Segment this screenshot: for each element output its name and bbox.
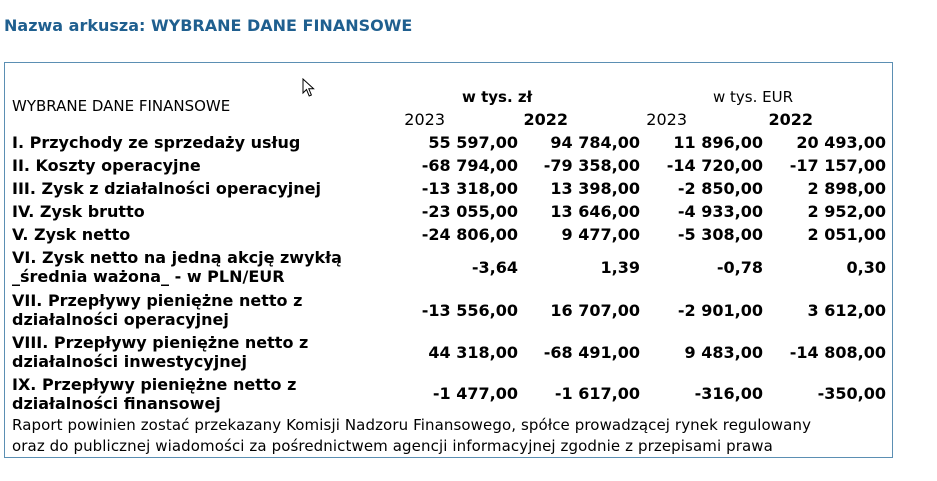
value-eur-2023: -14 720,00 [666,156,763,175]
row-label-line: _średnia ważona_ - w PLN/EUR [12,267,285,286]
value-eur-2022: 20 493,00 [796,133,886,152]
row-label [12,333,308,371]
value-pln-2022: 94 784,00 [550,133,640,152]
value-pln-2023: -23 055,00 [421,202,518,221]
mouse-pointer-icon [302,78,316,98]
sheet-title: Nazwa arkusza: WYBRANE DANE FINANSOWE [4,16,413,35]
value-eur-2022: 3 612,00 [807,301,886,320]
value-pln-2023: -13 318,00 [421,179,518,198]
value-eur-2022: 2 898,00 [807,179,886,198]
row-label [12,375,296,413]
value-pln-2022: 1,39 [600,258,640,277]
row-label-line: VIII. Przepływy pieniężne netto z [12,333,309,352]
row-label [12,248,342,286]
value-pln-2022: -68 491,00 [543,343,640,362]
value-eur-2023: -2 901,00 [677,301,763,320]
report-footnote [12,415,892,457]
value-pln-2023: -68 794,00 [421,156,518,175]
value-eur-2023: -0,78 [716,258,763,277]
year-header-pln-2022: 2022 [523,110,568,129]
unit-pln-header: w tys. zł [462,88,533,106]
value-pln-2023: -24 806,00 [421,225,518,244]
value-pln-2023: 44 318,00 [428,343,518,362]
row-label: I. Przychody ze sprzedaży usług [12,133,301,152]
row-label: III. Zysk z działalności operacyjnej [12,179,321,198]
value-pln-2022: 9 477,00 [561,225,640,244]
value-pln-2023: -1 477,00 [432,384,518,403]
value-pln-2022: 13 646,00 [550,202,640,221]
value-eur-2022: -17 157,00 [789,156,886,175]
row-label-line: działalności finansowej [12,394,221,413]
value-eur-2023: -2 850,00 [677,179,763,198]
value-pln-2023: 55 597,00 [428,133,518,152]
value-eur-2022: 2 051,00 [807,225,886,244]
value-eur-2023: -5 308,00 [677,225,763,244]
row-label: IV. Zysk brutto [12,202,145,221]
value-eur-2022: -14 808,00 [789,343,886,362]
year-header-eur-2023: 2023 [646,110,687,129]
table-header-label: WYBRANE DANE FINANSOWE [12,97,231,115]
row-label-line: działalności inwestycyjnej [12,352,247,371]
row-label-line: IX. Przepływy pieniężne netto z [12,375,297,394]
value-pln-2022: 13 398,00 [550,179,640,198]
unit-eur-header: w tys. EUR [713,88,794,106]
value-pln-2022: -1 617,00 [554,384,640,403]
footnote-line: Raport powinien zostać przekazany Komisji Nadzoru Finansowego, spółce prowadzącej rynek regulowany [12,416,812,434]
value-eur-2022: 2 952,00 [807,202,886,221]
year-header-eur-2022: 2022 [768,110,813,129]
value-pln-2023: -13 556,00 [421,301,518,320]
value-eur-2022: 0,30 [846,258,886,277]
value-pln-2023: -3,64 [471,258,518,277]
row-label-line: VII. Przepływy pieniężne netto z [12,291,303,310]
row-label: V. Zysk netto [12,225,131,244]
value-eur-2022: -350,00 [817,384,886,403]
value-eur-2023: 9 483,00 [684,343,763,362]
value-pln-2022: -79 358,00 [543,156,640,175]
footnote-line: oraz do publicznej wiadomości za pośrednictwem agencji informacyjnej zgodnie z przepisami prawa [12,437,773,455]
year-header-pln-2023: 2023 [404,110,445,129]
value-eur-2023: 11 896,00 [673,133,763,152]
row-label-line: VI. Zysk netto na jedną akcję zwykłą [12,248,342,267]
value-eur-2023: -4 933,00 [677,202,763,221]
row-label: II. Koszty operacyjne [12,156,201,175]
value-pln-2022: 16 707,00 [550,301,640,320]
value-eur-2023: -316,00 [694,384,763,403]
row-label-line: działalności operacyjnej [12,310,229,329]
row-label [12,291,302,329]
